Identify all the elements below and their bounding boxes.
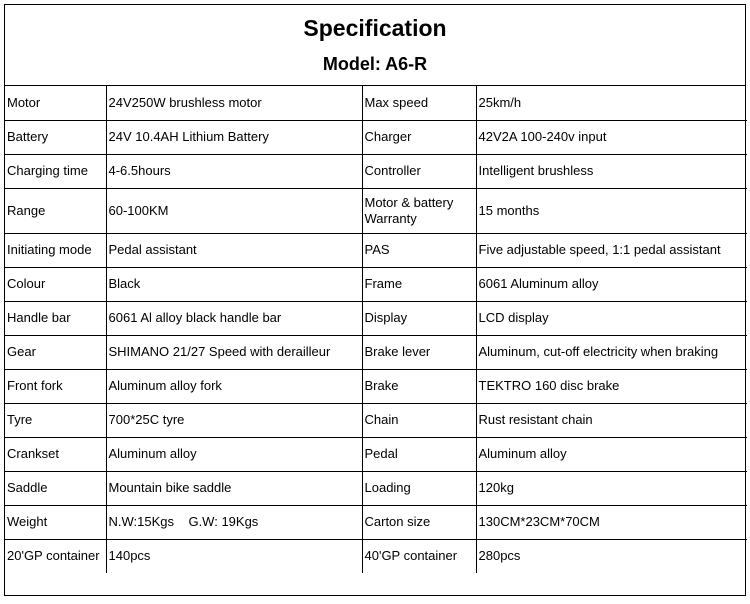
spec-value: 140pcs	[106, 539, 362, 573]
spec-label: 20'GP container	[5, 539, 106, 573]
spec-value: 130CM*23CM*70CM	[476, 505, 747, 539]
spec-value: 42V2A 100-240v input	[476, 120, 747, 154]
spec-value: 24V250W brushless motor	[106, 86, 362, 120]
spec-table	[5, 86, 747, 573]
spec-value: 25km/h	[476, 86, 747, 120]
spec-label: Loading	[362, 471, 476, 505]
spec-value: 280pcs	[476, 539, 747, 573]
spec-value: SHIMANO 21/27 Speed with derailleur	[106, 335, 362, 369]
spec-label: 40'GP container	[362, 539, 476, 573]
spec-value: 4-6.5hours	[106, 154, 362, 188]
table-row	[5, 505, 747, 539]
page-title: Specification	[303, 15, 447, 41]
spec-label: PAS	[362, 233, 476, 267]
spec-value: 120kg	[476, 471, 747, 505]
table-row	[5, 233, 747, 267]
table-row	[5, 539, 747, 573]
spec-header	[5, 5, 745, 86]
spec-label: Saddle	[5, 471, 106, 505]
table-row	[5, 369, 747, 403]
spec-value: LCD display	[476, 301, 747, 335]
spec-value: Aluminum, cut-off electricity when braking	[476, 335, 747, 369]
spec-label: Carton size	[362, 505, 476, 539]
spec-label: Motor	[5, 86, 106, 120]
spec-value: Intelligent brushless	[476, 154, 747, 188]
spec-value: N.W:15Kgs G.W: 19Kgs	[106, 505, 362, 539]
spec-value: 24V 10.4AH Lithium Battery	[106, 120, 362, 154]
table-row	[5, 188, 747, 233]
spec-label: Charging time	[5, 154, 106, 188]
spec-label: Front fork	[5, 369, 106, 403]
spec-label: Brake lever	[362, 335, 476, 369]
spec-value: 700*25C tyre	[106, 403, 362, 437]
spec-value: TEKTRO 160 disc brake	[476, 369, 747, 403]
spec-value: 60-100KM	[106, 188, 362, 233]
spec-label: Tyre	[5, 403, 106, 437]
spec-label: Handle bar	[5, 301, 106, 335]
table-row	[5, 120, 747, 154]
spec-label: Controller	[362, 154, 476, 188]
spec-value: Aluminum alloy	[106, 437, 362, 471]
spec-label: Charger	[362, 120, 476, 154]
spec-label: Battery	[5, 120, 106, 154]
spec-value: Pedal assistant	[106, 233, 362, 267]
model-label: Model: A6-R	[322, 54, 428, 74]
spec-label: Chain	[362, 403, 476, 437]
spec-label: Frame	[362, 267, 476, 301]
table-row	[5, 267, 747, 301]
table-row	[5, 301, 747, 335]
spec-label: Weight	[5, 505, 106, 539]
spec-value: Aluminum alloy	[476, 437, 747, 471]
spec-label: Pedal	[362, 437, 476, 471]
spec-value: 6061 Al alloy black handle bar	[106, 301, 362, 335]
table-row	[5, 335, 747, 369]
spec-value: Black	[106, 267, 362, 301]
spec-value: 15 months	[476, 188, 747, 233]
table-row	[5, 471, 747, 505]
spec-label: Brake	[362, 369, 476, 403]
table-row	[5, 437, 747, 471]
table-row	[5, 154, 747, 188]
spec-label: Motor & battery Warranty	[362, 188, 476, 233]
spec-value: Mountain bike saddle	[106, 471, 362, 505]
spec-label: Max speed	[362, 86, 476, 120]
spec-value: Rust resistant chain	[476, 403, 747, 437]
spec-value: Five adjustable speed, 1:1 pedal assistant	[476, 233, 747, 267]
spec-sheet	[4, 4, 746, 596]
spec-label: Gear	[5, 335, 106, 369]
spec-value: 6061 Aluminum alloy	[476, 267, 747, 301]
spec-label: Display	[362, 301, 476, 335]
table-row	[5, 403, 747, 437]
spec-value: Aluminum alloy fork	[106, 369, 362, 403]
table-row	[5, 86, 747, 120]
spec-label: Crankset	[5, 437, 106, 471]
spec-label: Colour	[5, 267, 106, 301]
spec-label: Range	[5, 188, 106, 233]
spec-label: Initiating mode	[5, 233, 106, 267]
